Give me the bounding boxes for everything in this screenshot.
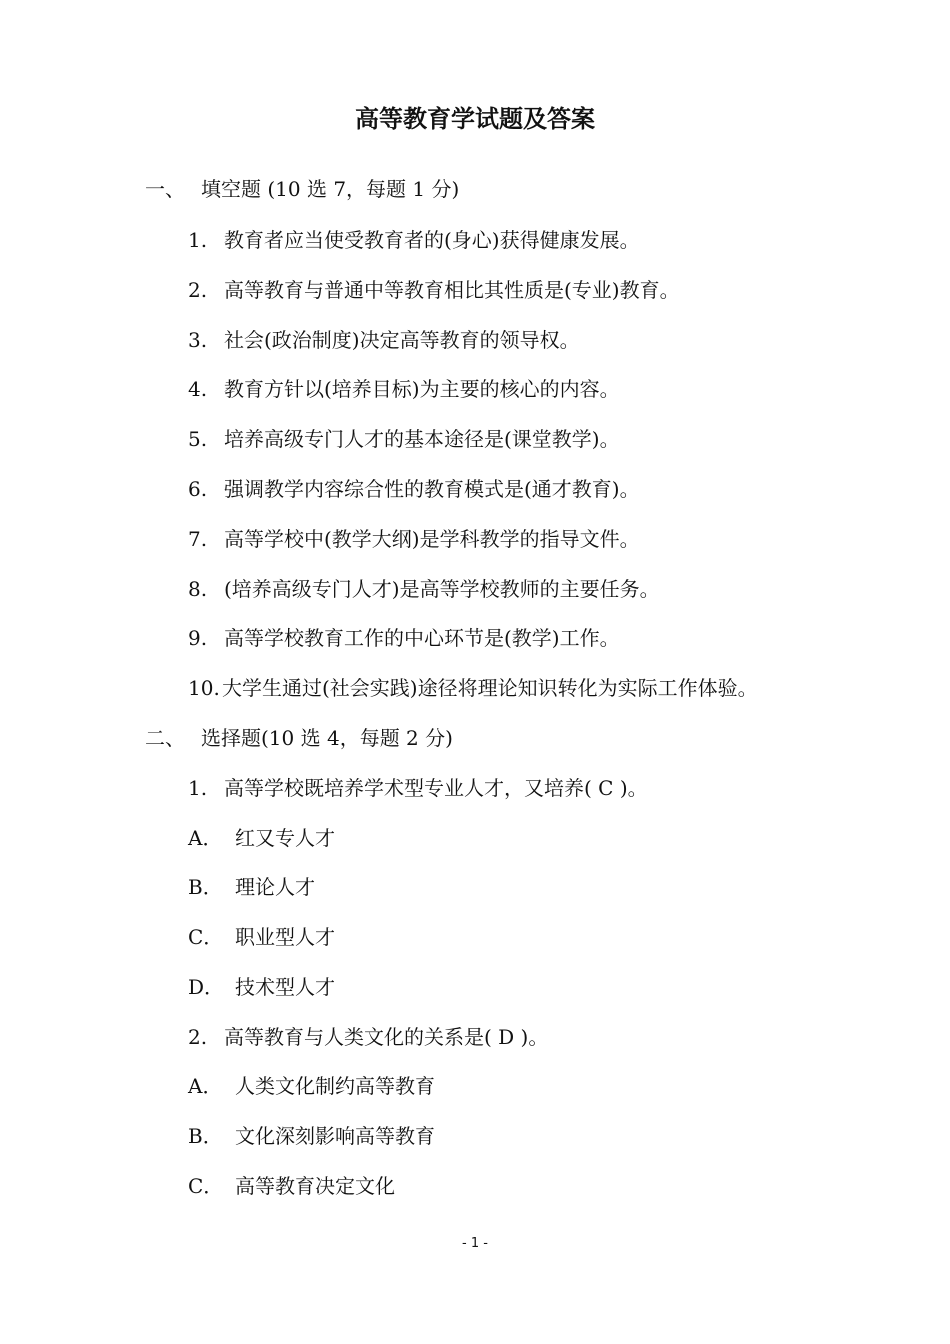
section-heading-multiple-choice bbox=[145, 723, 453, 753]
option-label: C． bbox=[188, 1174, 224, 1198]
question-number: 1. bbox=[188, 776, 208, 800]
option-text: 职业型人才 bbox=[235, 925, 335, 949]
question-text: 强调教学内容综合性的教育模式是(通才教育)。 bbox=[224, 477, 640, 501]
option-text: 红又专人才 bbox=[235, 826, 335, 850]
question-text: 教育者应当使受教育者的(身心)获得健康发展。 bbox=[224, 228, 640, 252]
question-text: 高等教育与普通中等教育相比其性质是(专业)教育。 bbox=[224, 278, 680, 302]
question-item bbox=[188, 225, 640, 255]
question-item bbox=[188, 474, 640, 504]
question-text: 高等教育与人类文化的关系是( D )。 bbox=[224, 1025, 549, 1049]
question-number: 2. bbox=[188, 1025, 208, 1049]
answer-option bbox=[188, 872, 315, 902]
question-item bbox=[188, 1022, 548, 1052]
question-item bbox=[188, 325, 580, 355]
question-item bbox=[188, 275, 680, 305]
option-text: 理论人才 bbox=[235, 875, 315, 899]
question-text: 培养高级专门人才的基本途径是(课堂教学)。 bbox=[224, 427, 620, 451]
answer-option bbox=[188, 1121, 435, 1151]
question-text: 大学生通过(社会实践)途径将理论知识转化为实际工作体验。 bbox=[222, 676, 758, 700]
question-text: 高等学校教育工作的中心环节是(教学)工作。 bbox=[224, 626, 620, 650]
option-text: 人类文化制约高等教育 bbox=[235, 1074, 435, 1098]
answer-option bbox=[188, 1171, 395, 1201]
question-number: 2. bbox=[188, 278, 208, 302]
question-number: 10. bbox=[188, 676, 220, 700]
section-number: 二、 bbox=[145, 726, 185, 750]
option-label: B． bbox=[188, 1124, 223, 1148]
answer-option bbox=[188, 922, 335, 952]
section-title: 选择题(10 选 4，每题 2 分) bbox=[201, 726, 453, 750]
question-text: 社会(政治制度)决定高等教育的领导权。 bbox=[224, 328, 580, 352]
answer-option bbox=[188, 823, 335, 853]
question-item bbox=[188, 524, 640, 554]
question-item bbox=[188, 424, 620, 454]
question-number: 6. bbox=[188, 477, 208, 501]
option-label: A． bbox=[188, 1074, 223, 1098]
question-number: 7. bbox=[188, 527, 208, 551]
question-item bbox=[188, 673, 758, 703]
page-title: 高等教育学试题及答案 bbox=[355, 105, 595, 133]
question-item bbox=[188, 773, 648, 803]
question-number: 8. bbox=[188, 577, 208, 601]
question-number: 9. bbox=[188, 626, 208, 650]
page-number: - 1 - bbox=[462, 1236, 488, 1251]
answer-option bbox=[188, 1071, 435, 1101]
section-title: 填空题 (10 选 7，每题 1 分) bbox=[201, 177, 460, 201]
question-item bbox=[188, 574, 660, 604]
answer-option bbox=[188, 972, 335, 1002]
question-text: 教育方针以(培养目标)为主要的核心的内容。 bbox=[224, 377, 620, 401]
question-text: 高等学校中(教学大纲)是学科教学的指导文件。 bbox=[224, 527, 640, 551]
question-text: 高等学校既培养学术型专业人才，又培养( C )。 bbox=[224, 776, 648, 800]
question-number: 3. bbox=[188, 328, 208, 352]
option-label: B． bbox=[188, 875, 223, 899]
question-text: (培养高级专门人才)是高等学校教师的主要任务。 bbox=[224, 577, 660, 601]
option-label: C． bbox=[188, 925, 224, 949]
section-number: 一、 bbox=[145, 177, 185, 201]
section-heading-fill-blank bbox=[145, 174, 459, 204]
question-item bbox=[188, 374, 620, 404]
option-text: 技术型人才 bbox=[235, 975, 335, 999]
question-number: 1. bbox=[188, 228, 208, 252]
option-label: A． bbox=[188, 826, 223, 850]
option-label: D． bbox=[188, 975, 225, 999]
question-number: 4. bbox=[188, 377, 208, 401]
question-number: 5. bbox=[188, 427, 208, 451]
option-text: 文化深刻影响高等教育 bbox=[235, 1124, 435, 1148]
option-text: 高等教育决定文化 bbox=[235, 1174, 395, 1198]
question-item bbox=[188, 623, 620, 653]
